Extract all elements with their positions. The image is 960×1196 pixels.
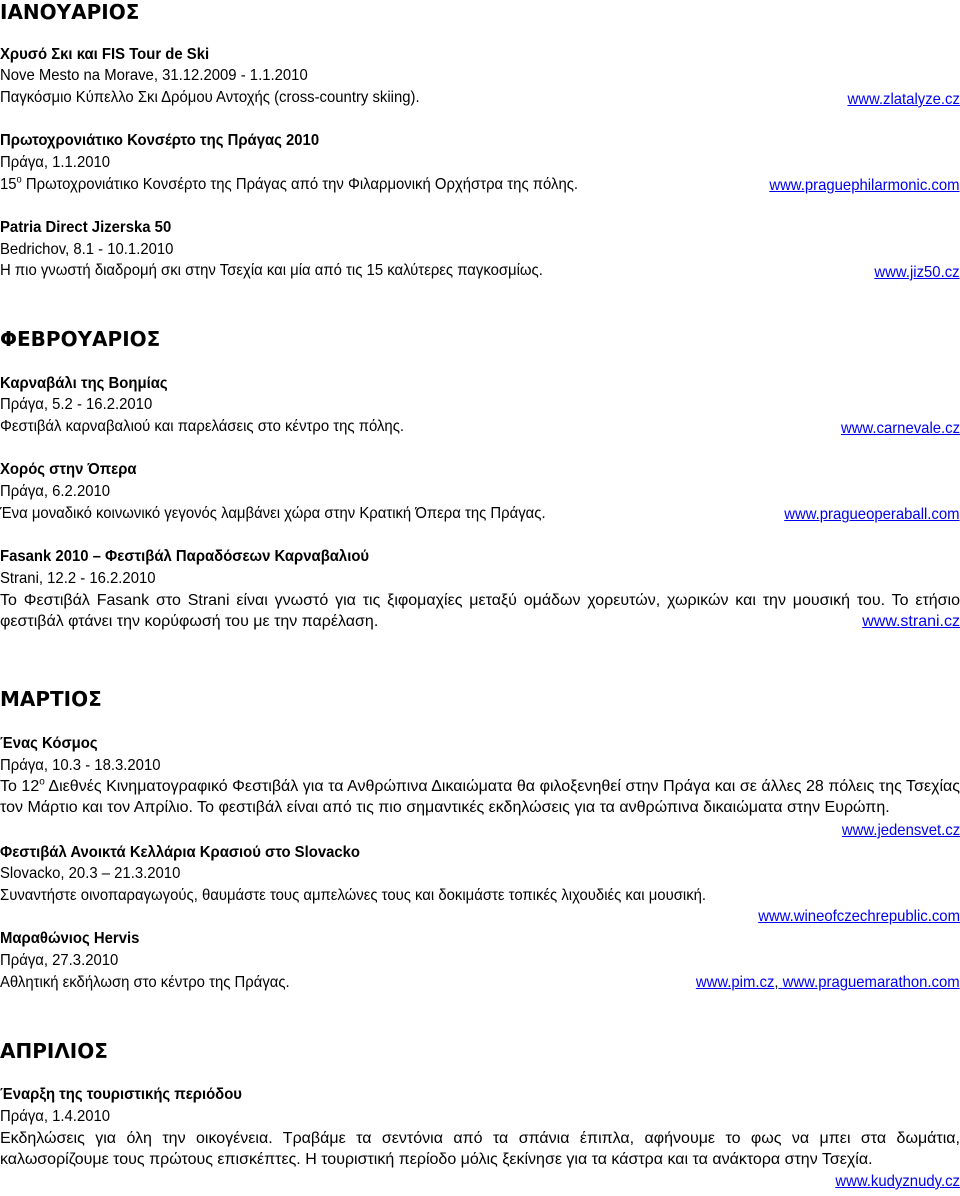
event-link[interactable]: www.zlatalyze.cz	[847, 91, 960, 108]
event-description: Παγκόσμιο Κύπελλο Σκι Δρόμου Αντοχής (cross-country skiing).	[0, 89, 420, 106]
ordinal-number: 15	[0, 176, 17, 193]
event-place-date: Πράγα, 10.3 - 18.3.2010	[0, 757, 161, 774]
event-place-date: Πράγα, 27.3.2010	[0, 952, 119, 969]
event-title: Καρναβάλι της Βοημίας	[0, 375, 168, 392]
ordinal-suffix: ο	[39, 776, 45, 788]
event-link[interactable]: www.praguephilarmonic.com	[769, 177, 960, 194]
event-link[interactable]: www.kudyznudy.cz	[835, 1173, 960, 1190]
ordinal-suffix: ο	[16, 174, 22, 186]
event-description-block	[0, 776, 960, 818]
event-place-date: Nove Mesto na Morave, 31.12.2009 - 1.1.2010	[0, 67, 308, 84]
event-place-date: Πράγα, 1.4.2010	[0, 1108, 111, 1125]
event-link[interactable]: www.wineofczechrepublic.com	[758, 908, 960, 925]
event-place-date: Strani, 12.2 - 16.2.2010	[0, 570, 156, 587]
event-title: Ένας Κόσμος	[0, 735, 98, 752]
event-place-date: Slovacko, 20.3 – 21.3.2010	[0, 865, 181, 882]
event-description: Διεθνές Κινηματογραφικό Φεστιβάλ για τα Ανθρώπινα Δικαιώματα θα φιλοξενηθεί στην Πράγα και σε άλλες 28 πόλεις της Τσεχίας τον Μάρτιο και τον Απρίλιο. Το φεστιβάλ είναι από τις πιο σημαντικές εκδηλώσεις για τα ανθρώπινα δικαιώματα στην Ευρώπη.	[0, 778, 960, 816]
ordinal-number: Το 12	[0, 778, 40, 795]
event-link[interactable]: www.praguemarathon.com	[783, 974, 960, 991]
event-title: Φεστιβάλ Ανοικτά Κελλάρια Κρασιού στο Slovacko	[0, 844, 361, 861]
event-links	[696, 972, 960, 993]
event-description: Συναντήστε οινοπαραγωγούς, θαυμάστε τους αμπελώνες τους και δοκιμάστε τοπικές λιχουδιές και μουσική.	[0, 887, 707, 904]
event-title: Patria Direct Jizerska 50	[0, 219, 172, 236]
month-heading-march: ΜΑΡΤΙΟΣ	[0, 687, 102, 711]
event-link[interactable]: www.carnevale.cz	[840, 420, 960, 437]
event-description: Η πιο γνωστή διαδρομή σκι στην Τσεχία και μία από τις 15 καλύτερες παγκοσμίως.	[0, 262, 543, 279]
event-place-date: Πράγα, 6.2.2010	[0, 483, 111, 500]
event-link[interactable]: www.strani.cz	[862, 613, 960, 630]
event-link[interactable]: www.pim.cz	[696, 974, 775, 991]
event-title: Έναρξη της τουριστικής περιόδου	[0, 1086, 242, 1103]
event-description	[0, 174, 578, 195]
event-description: Αθλητική εκδήλωση στο κέντρο της Πράγας.	[0, 974, 290, 991]
event-description: Φεστιβάλ καρναβαλιού και παρελάσεις στο κέντρο της πόλης.	[0, 418, 404, 435]
event-link[interactable]: www.pragueoperaball.com	[784, 506, 960, 523]
event-link[interactable]: www.jedensvet.cz	[841, 822, 960, 839]
event-description: Ένα μοναδικό κοινωνικό γεγονός λαμβάνει χώρα στην Κρατική Όπερα της Πράγας.	[0, 505, 546, 522]
event-title: Χορός στην Όπερα	[0, 461, 137, 478]
event-description-block	[0, 1128, 960, 1170]
event-description: Εκδηλώσεις για όλη την οικογένεια. Τραβάμε τα σεντόνια από τα σπάνια έπιπλα, αφήνουμε το φως να μπει στα δωμάτια, καλωσορίζουμε τους πρώτους επισκέπτες. Η τουριστική περίοδο μόλις ξεκίνησε για τα κάστρα και τα ανάκτορα στην Τσεχία.	[0, 1130, 960, 1168]
event-place-date: Πράγα, 5.2 - 16.2.2010	[0, 396, 153, 413]
event-title: Fasank 2010 – Φεστιβάλ Παραδόσεων Καρναβαλιού	[0, 548, 370, 565]
month-heading-january: ΙΑΝΟΥΑΡΙΟΣ	[0, 0, 140, 24]
month-heading-february: ΦΕΒΡΟΥΑΡΙΟΣ	[0, 327, 161, 351]
event-description: Το Φεστιβάλ Fasank στο Strani είναι γνωστό για τις ξιφομαχίες μεταξύ ομάδων χορευτών, χωρικών και την μουσική του. Το ετήσιο φεστιβάλ φτάνει την κορύφωσή του με την παρέλαση.	[0, 592, 960, 630]
event-title: Μαραθώνιος Hervis	[0, 930, 140, 947]
event-description-block	[0, 590, 960, 632]
month-heading-april: ΑΠΡΙΛΙΟΣ	[0, 1039, 108, 1063]
event-title: Πρωτοχρονιάτικο Κονσέρτο της Πράγας 2010	[0, 132, 320, 149]
event-place-date: Πράγα, 1.1.2010	[0, 154, 111, 171]
event-link[interactable]: www.jiz50.cz	[874, 264, 960, 281]
event-place-date: Bedrichov, 8.1 - 10.1.2010	[0, 241, 174, 258]
event-title: Χρυσό Σκι και FIS Tour de Ski	[0, 46, 210, 63]
description-text: Πρωτοχρονιάτικο Κονσέρτο της Πράγας από την Φιλαρμονική Ορχήστρα της πόλης.	[21, 176, 579, 193]
link-separator: ,	[774, 974, 784, 991]
